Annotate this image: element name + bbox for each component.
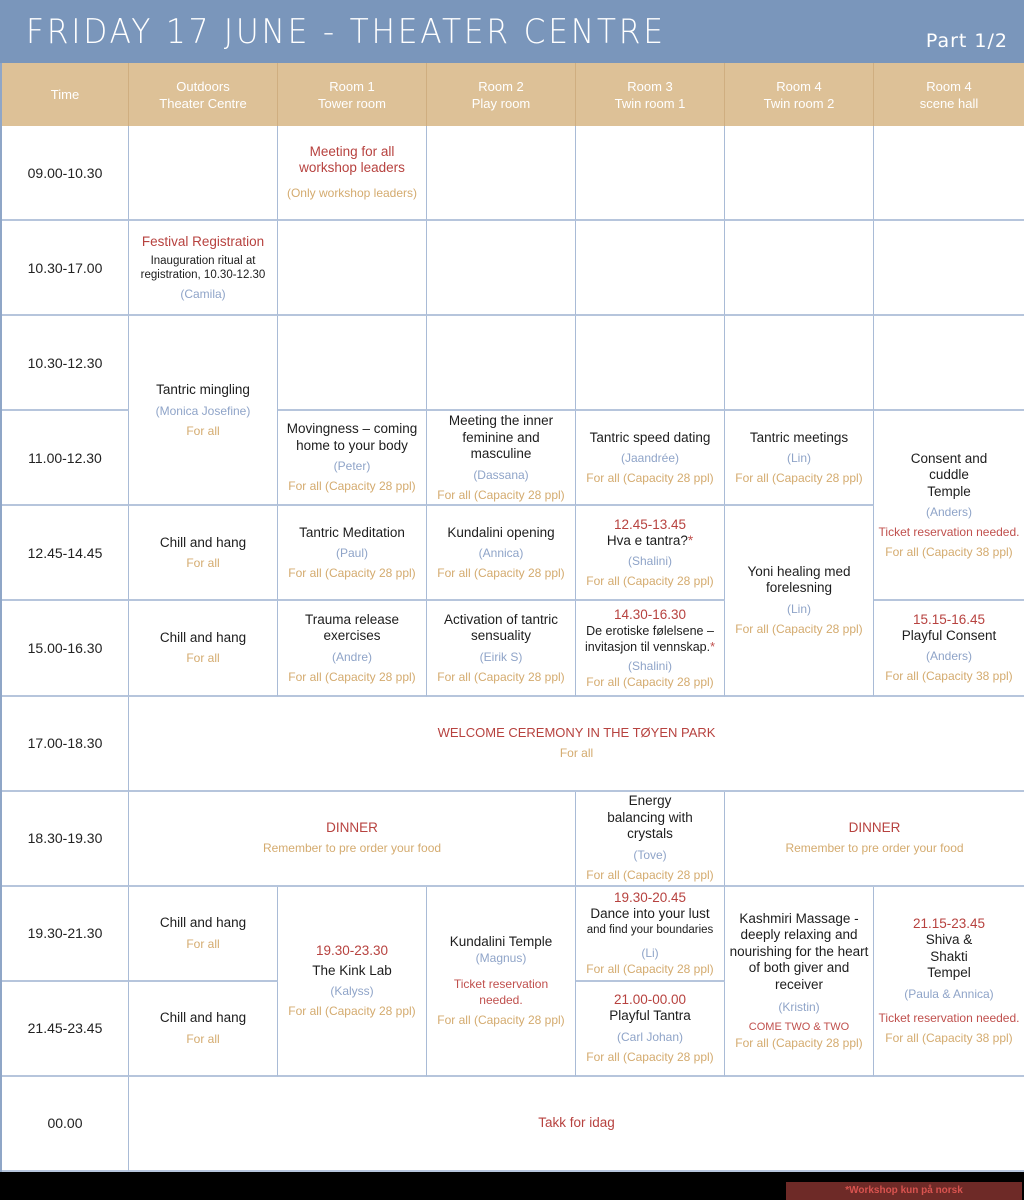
event-warning: Ticket reservation needed. [878,525,1020,540]
column-header-sublabel: Twin room 2 [763,95,835,111]
column-header-room1 [278,63,427,126]
event-yoni-healing[interactable] [725,506,874,696]
empty-cell [427,221,576,316]
event-playful-consent[interactable] [874,601,1024,696]
event-title: Kundalini opening [447,524,555,540]
schedule-table [0,63,1024,1172]
event-leader: (Dassana) [473,467,529,482]
event-erotiske-folelsene[interactable] [576,601,725,696]
time-slot: 09.00-10.30 [2,126,129,221]
event-note: For all (Capacity 38 ppl) [885,1030,1013,1045]
event-note: For all (Capacity 38 ppl) [885,669,1013,684]
event-leader: (Carl Johan) [616,1029,684,1044]
event-leader: (Kristin) [778,1000,820,1015]
event-kundalini-temple[interactable] [427,887,576,1077]
column-header-label: Room 4 [926,78,972,94]
time-slot: 19.30-21.30 [2,887,129,982]
event-kashmiri-massage[interactable] [725,887,874,1077]
asterisk-icon: * [687,532,694,548]
event-note: For all [186,1031,220,1046]
event-title: De erotiske følelsene – invitasjon til vennskap. [585,623,714,655]
event-note: Remember to pre order your food [262,841,442,856]
event-registration[interactable] [129,221,278,316]
time-slot: 10.30-12.30 [2,316,129,411]
event-time: 12.45-13.45 [613,516,687,532]
event-leader: (Li) [641,945,659,960]
column-header-sublabel: Theater Centre [159,95,247,111]
event-dinner[interactable] [725,792,1024,887]
event-consent-cuddle-temple[interactable] [874,411,1024,601]
page-title: FRIDAY 17 JUNE - THEATER CENTRE [26,12,666,52]
column-header-outdoors [129,63,278,126]
event-dance-into-lust[interactable] [576,887,725,982]
event-leader: (Kalyss) [330,984,374,999]
event-note: For all (Capacity 28 ppl) [735,621,863,636]
event-tantric-meditation[interactable] [278,506,427,601]
event-leader: (Anders) [925,505,972,520]
event-time: 19.30-20.45 [613,890,687,906]
event-leader: (Anders) [925,649,972,664]
event-title: Chill and hang [159,629,247,645]
column-header-sublabel: Twin room 1 [614,95,686,111]
event-title: Shiva & Shakti Tempel [925,932,973,981]
event-note: For all [559,746,594,761]
event-note: For all (Capacity 28 ppl) [586,674,714,689]
column-header-room4-scene [874,63,1024,126]
event-leader: (Shalini) [627,658,672,673]
time-slot: 21.45-23.45 [2,982,129,1077]
event-title: Trauma release exercises [304,611,400,644]
event-title: Consent and cuddle Temple [910,450,988,499]
empty-cell [427,126,576,221]
event-title: Kashmiri Massage - deeply relaxing and nourishing for the heart of both giver and receiver [729,910,869,992]
event-title: Yoni healing med forelesning [747,563,851,596]
event-leader: (Peter) [333,459,371,474]
event-welcome-ceremony[interactable] [129,697,1024,792]
column-header-sublabel: Tower room [318,95,386,111]
event-subtitle: and find your boundaries [586,923,714,936]
time-slot: 10.30-17.00 [2,221,129,316]
footnote: *Workshop kun på norsk [786,1182,1022,1200]
column-header-label: Outdoors [176,78,230,94]
event-leader: (Lin) [786,601,811,616]
event-speed-dating[interactable] [576,411,725,506]
event-note: For all (Capacity 28 ppl) [586,961,714,976]
event-note: For all (Capacity 38 ppl) [885,545,1013,560]
column-header-label: Room 2 [478,78,524,94]
event-title: Activation of tantric sensuality [443,611,559,644]
time-slot: 18.30-19.30 [2,792,129,887]
column-header-sublabel: Play room [471,95,531,111]
event-hva-e-tantra[interactable] [576,506,725,601]
empty-cell [725,221,874,316]
event-title: Chill and hang [159,534,247,550]
empty-cell [278,316,427,411]
event-title: The Kink Lab [312,962,392,978]
event-leader: (Paula & Annica) [904,986,994,1001]
event-title: Playful Tantra [609,1008,691,1024]
event-note: For all (Capacity 28 ppl) [288,566,416,581]
event-title: Kundalini Temple [449,933,553,949]
event-dinner[interactable] [129,792,576,887]
time-slot: 12.45-14.45 [2,506,129,601]
event-movingness[interactable] [278,411,427,506]
event-leader: (Andre) [331,649,372,664]
event-shiva-shakti-tempel[interactable] [874,887,1024,1077]
event-note: (Only workshop leaders) [286,186,418,201]
event-leaders-meeting[interactable] [278,126,427,221]
event-note: For all [186,556,220,571]
event-warning: Ticket reservation needed. [878,1010,1020,1025]
event-chill-and-hang[interactable] [129,887,278,982]
event-warning: COME TWO & TWO [748,1021,850,1034]
event-note: For all [186,936,220,951]
event-tantric-mingling[interactable] [129,316,278,506]
event-title: DINNER [848,820,901,836]
event-note: For all (Capacity 28 ppl) [437,487,565,502]
event-title: Dance into your lust [590,906,710,922]
event-activation-sensuality[interactable] [427,601,576,696]
event-warning: Ticket reservation needed. [453,977,549,1008]
event-leader: (Eirik S) [479,649,523,664]
time-slot: 17.00-18.30 [2,697,129,792]
event-title: Takk for idag [538,1115,615,1131]
event-time: 21.00-00.00 [613,992,687,1008]
event-time: 14.30-16.30 [613,606,687,622]
event-leader: (Monica Josefine) [155,403,251,418]
asterisk-icon: * [710,640,715,655]
time-slot: 15.00-16.30 [2,601,129,696]
column-header-room2 [427,63,576,126]
event-playful-tantra[interactable] [576,982,725,1077]
event-note: For all (Capacity 28 ppl) [288,479,416,494]
time-slot: 11.00-12.30 [2,411,129,506]
event-title: Tantric mingling [156,382,250,398]
event-title: Tantric meetings [749,429,849,445]
event-title: Playful Consent [901,627,997,643]
event-leader: (Camila) [180,286,226,301]
empty-cell [725,316,874,411]
event-leader: (Jaandrée) [620,451,680,466]
event-title: Movingness – coming home to your body [286,421,418,453]
event-note: For all (Capacity 28 ppl) [586,867,714,882]
event-note: For all (Capacity 28 ppl) [437,669,565,684]
event-title: Festival Registration [141,233,265,249]
event-chill-and-hang[interactable] [129,506,278,601]
event-note: For all (Capacity 28 ppl) [586,1049,714,1064]
event-note: For all (Capacity 28 ppl) [735,471,863,486]
column-header-time [2,63,129,126]
column-header-label: Room 1 [329,78,375,94]
event-note: For all (Capacity 28 ppl) [437,1013,565,1028]
event-title: Meeting for all workshop leaders [299,144,405,176]
event-trauma-release[interactable] [278,601,427,696]
event-chill-and-hang[interactable] [129,982,278,1077]
event-title: DINNER [326,820,378,836]
event-kink-lab[interactable] [278,887,427,1077]
event-leader: (Paul) [335,546,368,561]
column-header-room4-twin [725,63,874,126]
event-note: For all (Capacity 28 ppl) [288,669,416,684]
empty-cell [129,126,278,221]
event-title: Hva e tantra? [606,532,688,548]
event-note: For all (Capacity 28 ppl) [586,574,714,589]
event-kundalini-opening[interactable] [427,506,576,601]
empty-cell [576,316,725,411]
event-title: Tantric Meditation [299,524,405,540]
empty-cell [576,126,725,221]
title-bar [0,0,1024,63]
event-note: For all (Capacity 28 ppl) [437,566,565,581]
event-energy-crystals[interactable] [576,792,725,887]
empty-cell [874,126,1024,221]
part-label: Part 1/2 [925,30,1008,52]
event-chill-and-hang[interactable] [129,601,278,696]
event-tantric-meetings[interactable] [725,411,874,506]
empty-cell [874,316,1024,411]
column-header-label: Room 4 [776,78,822,94]
column-header-label: Room 3 [627,78,673,94]
event-title: Meeting the inner feminine and masculine [448,413,554,462]
event-leader: (Annica) [478,546,524,561]
event-note: For all (Capacity 28 ppl) [735,1036,863,1051]
empty-cell [427,316,576,411]
event-note: For all (Capacity 28 ppl) [586,471,714,486]
event-title: Chill and hang [159,915,247,931]
event-time: 21.15-23.45 [912,916,986,932]
event-note: For all (Capacity 28 ppl) [288,1004,416,1019]
event-subtitle: Inauguration ritual at registration, 10.30-12.30 [140,254,266,281]
event-takk-for-idag[interactable] [129,1077,1024,1172]
event-leader: (Magnus) [475,951,527,966]
column-header-room3 [576,63,725,126]
event-note: Remember to pre order your food [785,841,964,856]
event-time: 15.15-16.45 [912,611,986,627]
empty-cell [576,221,725,316]
event-title: WELCOME CEREMONY IN THE TØYEN PARK [437,725,716,741]
event-note: For all [186,423,220,438]
empty-cell [874,221,1024,316]
time-slot: 00.00 [2,1077,129,1172]
event-title: Tantric speed dating [589,429,711,445]
empty-cell [725,126,874,221]
event-leader: (Shalini) [627,554,672,569]
event-inner-feminine-masculine[interactable] [427,411,576,506]
column-header-label: Time [50,87,80,102]
event-time: 19.30-23.30 [315,942,389,958]
event-title: Energy balancing with crystals [607,793,693,842]
event-leader: (Lin) [786,451,811,466]
empty-cell [278,221,427,316]
event-title: Chill and hang [159,1010,247,1026]
event-note: For all [186,651,220,666]
event-leader: (Tove) [633,847,667,862]
column-header-sublabel: scene hall [919,95,979,111]
